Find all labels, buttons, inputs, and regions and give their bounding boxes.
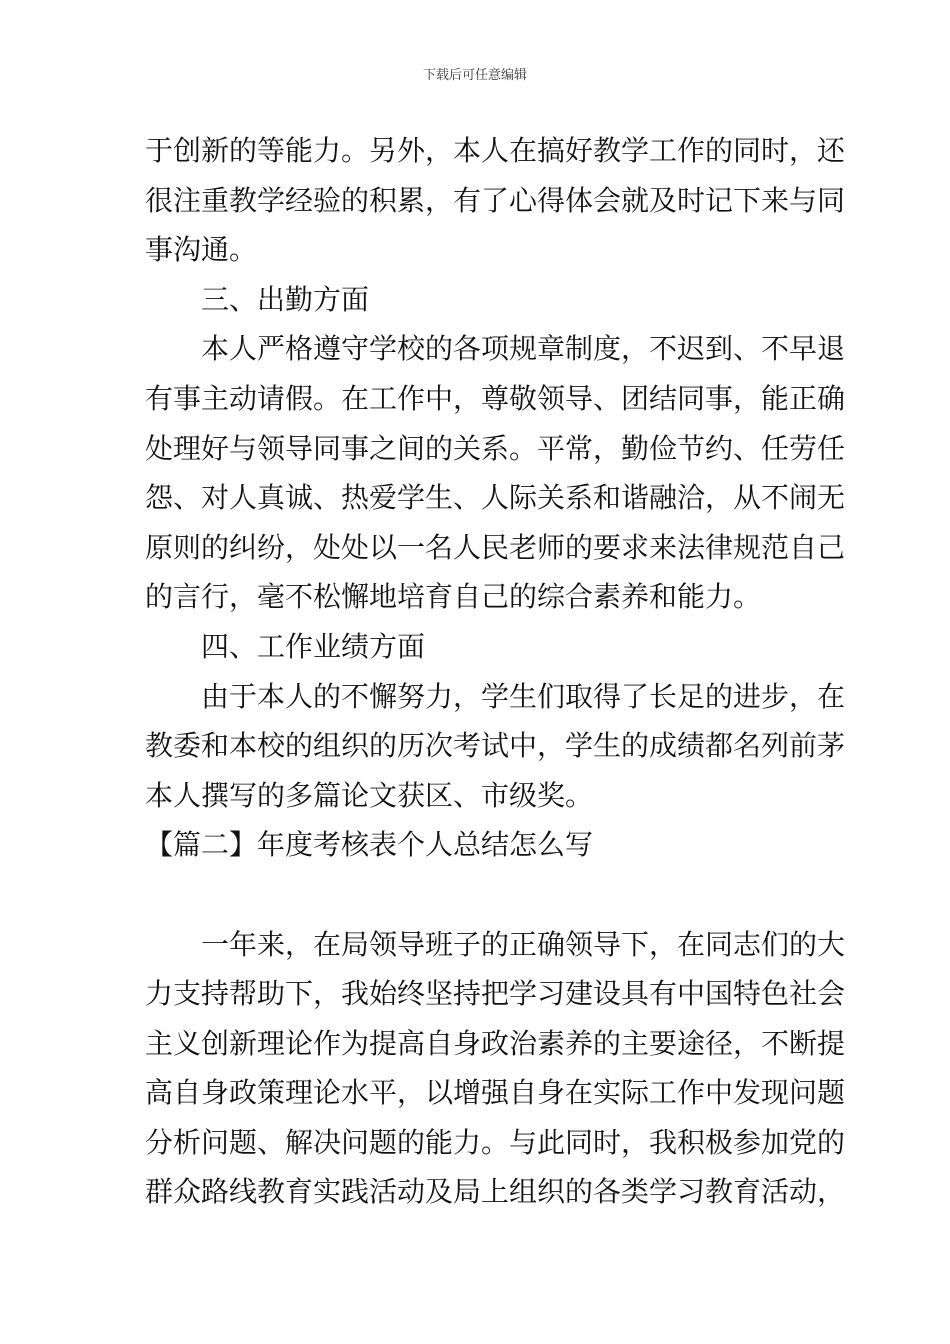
text-line: 本人严格遵守学校的各项规章制度，不迟到、不早退 [201,332,846,366]
text-line: 原则的纠纷，处处以一名人民老师的要求来法律规范自己 [145,530,846,564]
text-line: 事沟通。 [145,233,258,267]
text-line: 有事主动请假。在工作中，尊敬领导、团结同事，能正确 [145,381,846,415]
text-line: 怨、对人真诚、热爱学生、人际关系和谐融洽，从不闹无 [145,481,846,515]
section-heading-attendance: 三、出勤方面 [201,282,370,316]
chapter-title: 【篇二】年度考核表个人总结怎么写 [145,828,594,862]
text-line: 由于本人的不懈努力，学生们取得了长足的进步，在 [201,679,846,713]
text-line: 主义创新理论作为提高自身政治素养的主要途径，不断提 [145,1026,846,1060]
text-line: 很注重教学经验的积累，有了心得体会就及时记下来与同 [145,183,846,217]
text-line: 于创新的等能力。另外，本人在搞好教学工作的同时，还 [145,134,846,167]
text-line: 本人撰写的多篇论文获区、市级奖。 [145,778,594,812]
text-line: 分析问题、解决问题的能力。与此同时，我积极参加党的 [145,1125,846,1159]
text-line: 的言行，毫不松懈地培育自己的综合素养和能力。 [145,580,762,614]
blank-line [145,870,810,920]
text-line: 一年来，在局领导班子的正确领导下，在同志们的大 [201,927,846,961]
document-body [145,126,846,1217]
page-header: 下载后可任意编辑 [422,68,527,83]
section-heading-performance: 四、工作业绩方面 [201,629,426,663]
text-line: 高自身政策理论水平，以增强自身在实际工作中发现问题 [145,1076,846,1110]
text-line: 教委和本校的组织的历次考试中，学生的成绩都名列前茅 [145,729,846,763]
text-line: 群众路线教育实践活动及局上组织的各类学习教育活动， [145,1175,846,1209]
text-line: 力支持帮助下，我始终坚持把学习建设具有中国特色社会 [145,977,846,1011]
text-line: 处理好与领导同事之间的关系。平常，勤俭节约、任劳任 [145,431,846,465]
